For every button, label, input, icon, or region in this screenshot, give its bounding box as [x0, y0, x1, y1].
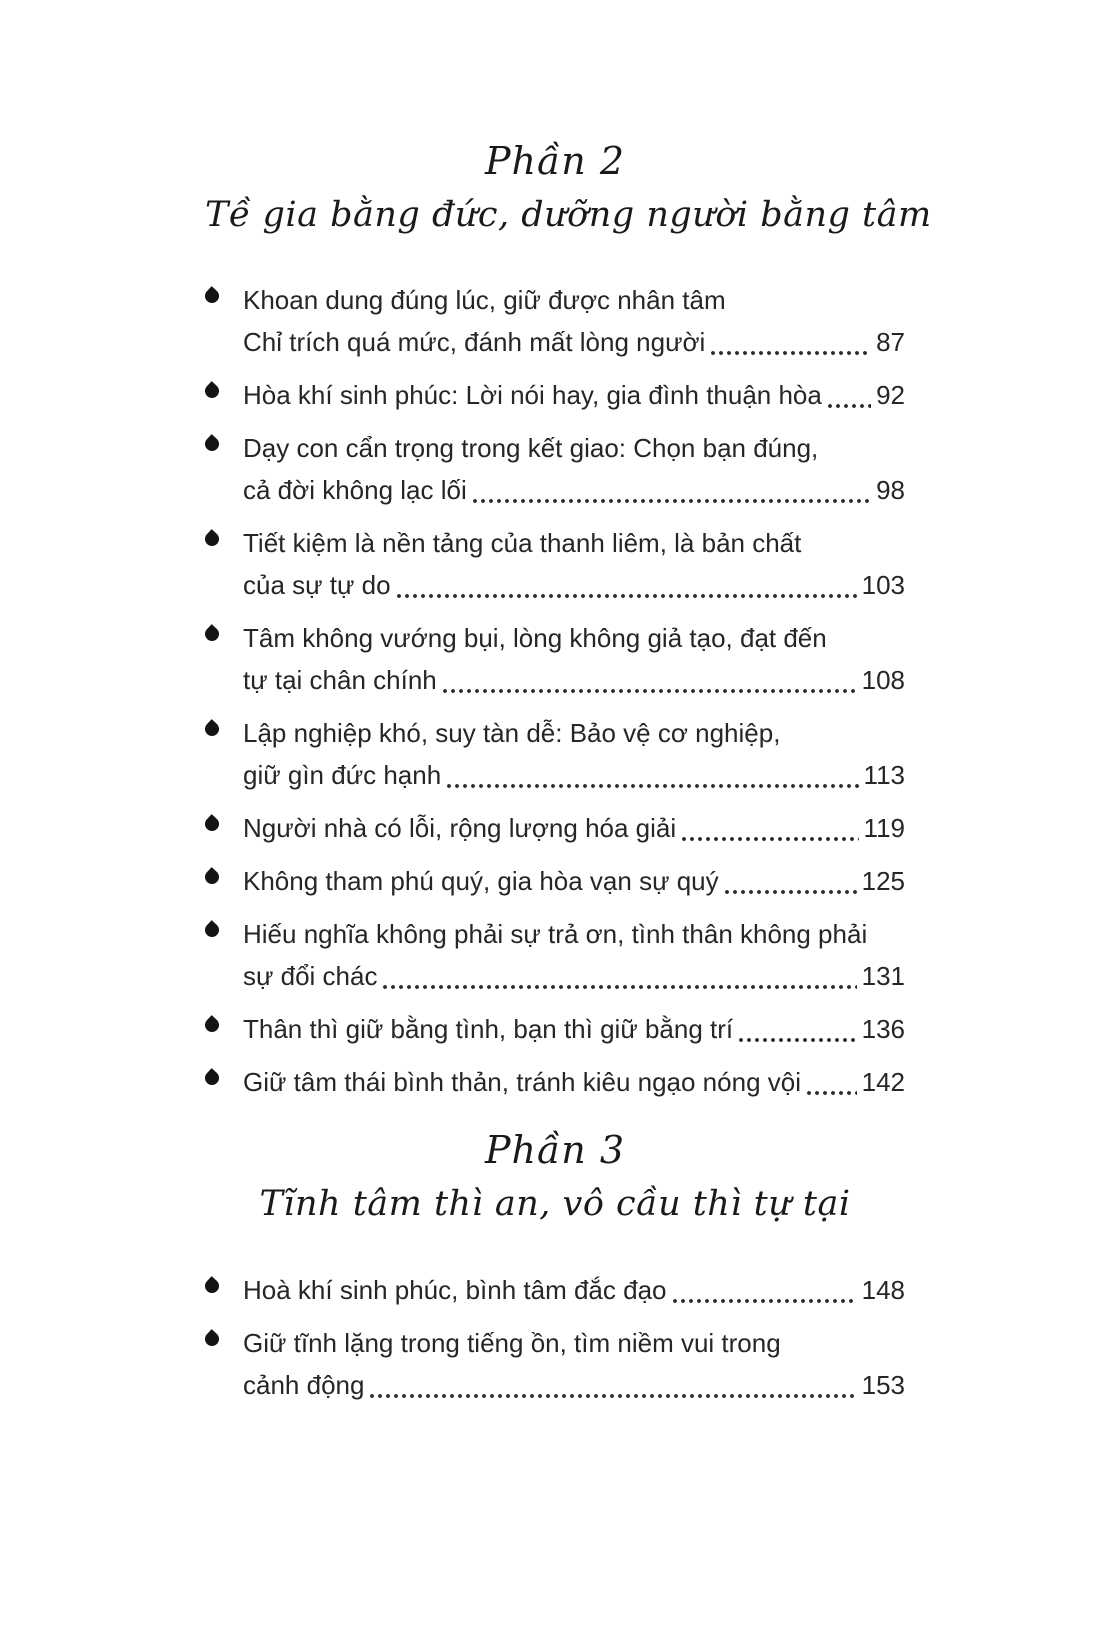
- entry-lines: [243, 279, 905, 363]
- entry-line: [243, 469, 905, 511]
- entry-line: Hiếu nghĩa không phải sự trả ơn, tình thân không phải: [243, 919, 868, 950]
- page-number: 125: [861, 866, 905, 897]
- toc-sections-container: [0, 140, 1119, 1406]
- entry-line: [243, 1061, 905, 1103]
- entry-lines: [243, 1269, 905, 1311]
- toc-section: [205, 139, 932, 1103]
- drop-bullet-icon: [205, 617, 243, 641]
- entry-lines: [243, 1061, 905, 1103]
- entry-text: Không tham phú quý, gia hòa vạn sự quý: [243, 866, 719, 897]
- page-number: 153: [861, 1369, 905, 1400]
- toc-entry: [205, 279, 905, 363]
- dot-leader: [709, 321, 872, 363]
- entry-text: Người nhà có lỗi, rộng lượng hóa giải: [243, 813, 677, 844]
- entry-lines: [243, 617, 905, 701]
- entry-text: của sự tự do: [243, 570, 391, 601]
- dot-leader: [381, 955, 857, 997]
- entry-text: Hoà khí sinh phúc, bình tâm đắc đạo: [243, 1274, 667, 1305]
- entry-line: [243, 860, 905, 902]
- page-number: 103: [861, 570, 905, 601]
- dot-leader: [805, 1061, 858, 1103]
- entries-list: [205, 279, 905, 1103]
- dot-leader: [395, 564, 858, 606]
- toc-section: [205, 1129, 905, 1405]
- entry-text: cảnh động: [243, 1369, 365, 1400]
- page-number: 92: [876, 380, 905, 411]
- entry-line: Lập nghiệp khó, suy tàn dễ: Bảo vệ cơ nghiệp,: [243, 718, 781, 749]
- entry-line: [243, 564, 905, 606]
- page-number: 119: [863, 813, 905, 844]
- page-number: 108: [861, 665, 905, 696]
- entry-line: Dạy con cẩn trọng trong kết giao: Chọn bạn đúng,: [243, 433, 819, 464]
- toc-entry: [205, 522, 905, 606]
- drop-bullet-icon: [205, 1061, 243, 1085]
- toc-entry: [205, 374, 905, 416]
- drop-bullet-icon: [205, 374, 243, 398]
- toc-entry: [205, 860, 905, 902]
- entry-text: Giữ tâm thái bình thản, tránh kiêu ngạo nóng vội: [243, 1067, 801, 1098]
- entry-text: giữ gìn đức hạnh: [243, 760, 442, 791]
- entry-text: Hòa khí sinh phúc: Lời nói hay, gia đình thuận hòa: [243, 380, 822, 411]
- entry-lines: [243, 427, 905, 511]
- dot-leader: [471, 469, 872, 511]
- part-title: Tĩnh tâm thì an, vô cầu thì tự tại: [259, 1184, 851, 1225]
- entry-lines: [243, 522, 905, 606]
- entry-lines: [243, 807, 905, 849]
- toc-entry: [205, 807, 905, 849]
- part-label: Phần 3: [484, 1128, 626, 1173]
- entry-text: tự tại chân chính: [243, 665, 437, 696]
- entry-lines: [243, 913, 905, 997]
- dot-leader: [441, 659, 858, 701]
- entry-line: [243, 955, 905, 997]
- toc-entry: [205, 712, 905, 796]
- page-number: 148: [861, 1274, 905, 1305]
- entry-line: [243, 321, 905, 363]
- entry-lines: [243, 1322, 905, 1406]
- entry-text: sự đổi chác: [243, 961, 378, 992]
- entry-line: [243, 807, 905, 849]
- drop-bullet-icon: [205, 1322, 243, 1346]
- entry-line: [243, 1008, 905, 1050]
- drop-bullet-icon: [205, 1269, 243, 1293]
- entry-lines: [243, 860, 905, 902]
- entry-text: Thân thì giữ bằng tình, bạn thì giữ bằng trí: [243, 1014, 734, 1045]
- page-number: 87: [876, 327, 905, 358]
- dot-leader: [737, 1008, 857, 1050]
- drop-bullet-icon: [205, 712, 243, 736]
- entry-lines: [243, 1008, 905, 1050]
- toc-entry: [205, 617, 905, 701]
- drop-bullet-icon: [205, 279, 243, 303]
- toc-entry: [205, 1061, 905, 1103]
- page-number: 136: [861, 1014, 905, 1045]
- drop-bullet-icon: [205, 860, 243, 884]
- entry-line: [243, 754, 905, 796]
- dot-leader: [368, 1364, 857, 1406]
- part-label: Phần 2: [484, 139, 626, 183]
- page-number: 98: [876, 475, 905, 506]
- entry-line: Tâm không vướng bụi, lòng không giả tạo, đạt đến: [243, 623, 827, 654]
- entry-line: [243, 374, 905, 416]
- drop-bullet-icon: [205, 913, 243, 937]
- toc-entry: [205, 1269, 905, 1311]
- page-number: 131: [861, 961, 905, 992]
- entry-line: [243, 1269, 905, 1311]
- dot-leader: [826, 374, 872, 416]
- drop-bullet-icon: [205, 1008, 243, 1032]
- entries-list: [205, 1269, 905, 1406]
- toc-entry: [205, 427, 905, 511]
- part-title: Tề gia bằng đức, dưỡng người bằng tâm: [205, 194, 932, 235]
- dot-leader: [445, 754, 859, 796]
- dot-leader: [680, 807, 859, 849]
- dot-leader: [671, 1269, 858, 1311]
- entry-line: [243, 659, 905, 701]
- drop-bullet-icon: [205, 807, 243, 831]
- dot-leader: [723, 860, 858, 902]
- drop-bullet-icon: [205, 522, 243, 546]
- drop-bullet-icon: [205, 427, 243, 451]
- entry-line: Khoan dung đúng lúc, giữ được nhân tâm: [243, 285, 726, 316]
- entry-line: Tiết kiệm là nền tảng của thanh liêm, là bản chất: [243, 528, 802, 559]
- entry-line: [243, 1364, 905, 1406]
- toc-entry: [205, 1008, 905, 1050]
- page-number: 113: [863, 760, 905, 791]
- entry-line: Giữ tĩnh lặng trong tiếng ồn, tìm niềm vui trong: [243, 1327, 781, 1358]
- entry-lines: [243, 374, 905, 416]
- toc-entry: [205, 913, 905, 997]
- entry-lines: [243, 712, 905, 796]
- toc-entry: [205, 1322, 905, 1406]
- page-number: 142: [861, 1067, 905, 1098]
- entry-text: cả đời không lạc lối: [243, 475, 467, 506]
- entry-text: Chỉ trích quá mức, đánh mất lòng người: [243, 327, 706, 358]
